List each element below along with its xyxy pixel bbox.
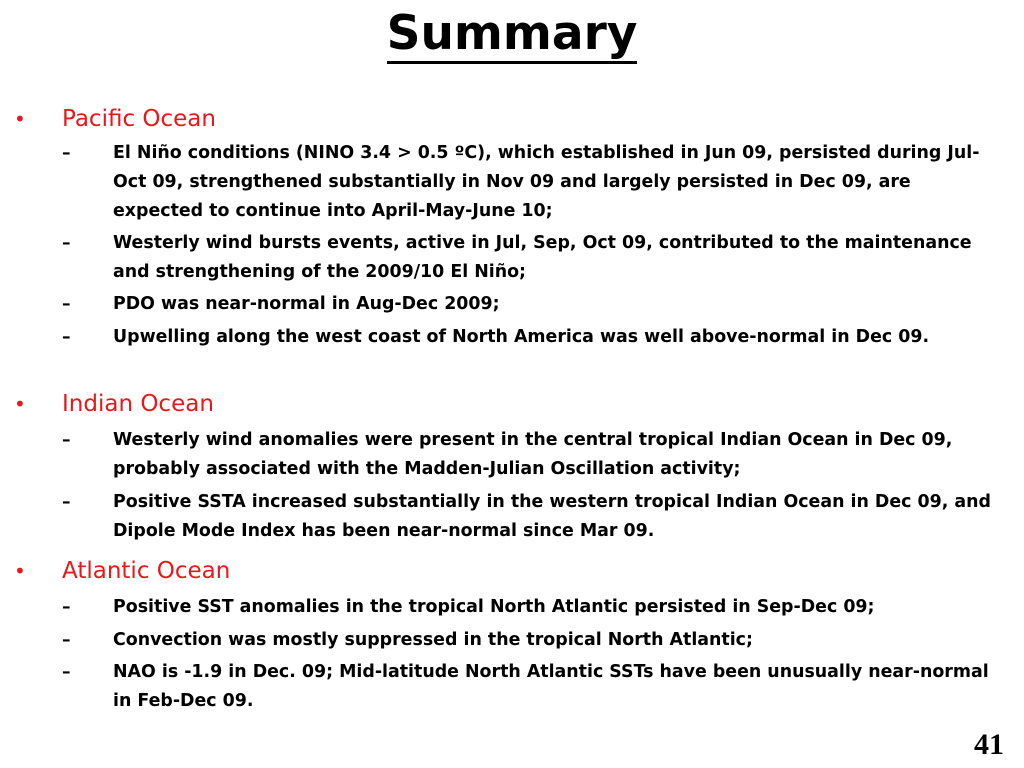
dash-bullet: – — [62, 327, 71, 347]
section-heading-text: Pacific Ocean — [62, 106, 216, 132]
list-item-text: NAO is -1.9 in Dec. 09; Mid-latitude North Atlantic SSTs have been unusually near-normal in Feb-Dec 09. — [113, 662, 989, 711]
list-item-text: Westerly wind anomalies were present in the central tropical Indian Ocean in Dec 09, probably associated with the Madden-Julian Oscillation activity; — [113, 430, 953, 479]
dash-bullet: – — [62, 630, 71, 650]
slide-title — [0, 4, 1024, 64]
dash-bullet: – — [62, 597, 71, 617]
page-number: 41 — [974, 728, 1004, 761]
bullet-icon: • — [14, 392, 26, 416]
list-item-text: Positive SST anomalies in the tropical North Atlantic persisted in Sep-Dec 09; — [113, 597, 875, 617]
dash-bullet: – — [62, 294, 71, 314]
section-heading-text: Atlantic Ocean — [62, 558, 231, 584]
dash-bullet: – — [62, 233, 71, 253]
bullet-icon: • — [14, 107, 26, 131]
section-heading-text: Indian Ocean — [62, 391, 214, 417]
list-item-text: Positive SSTA increased substantially in the western tropical Indian Ocean in Dec 09, and Dipole Mode Index has been near-normal since Mar 09. — [113, 492, 991, 541]
list-item-text: Convection was mostly suppressed in the tropical North Atlantic; — [113, 630, 753, 650]
dash-bullet: – — [62, 492, 71, 512]
list-item-text: Westerly wind bursts events, active in Jul, Sep, Oct 09, contributed to the maintenance and strengthening of the 2009/10 El Niño; — [113, 233, 972, 282]
dash-bullet: – — [62, 430, 71, 450]
dash-bullet: – — [62, 143, 71, 163]
list-item-text: PDO was near-normal in Aug-Dec 2009; — [113, 294, 500, 314]
slide-title-text: Summary — [387, 6, 638, 64]
dash-bullet: – — [62, 662, 71, 682]
bullet-icon: • — [14, 559, 26, 583]
list-item-text: Upwelling along the west coast of North America was well above-normal in Dec 09. — [113, 327, 930, 347]
list-item-text: El Niño conditions (NINO 3.4 > 0.5 ºC), which established in Jun 09, persisted during Jul-Oct 09, strengthened substantially in Nov 09 and largely persisted in Dec 09, are expected to continue into April-May-June 10; — [113, 143, 980, 221]
